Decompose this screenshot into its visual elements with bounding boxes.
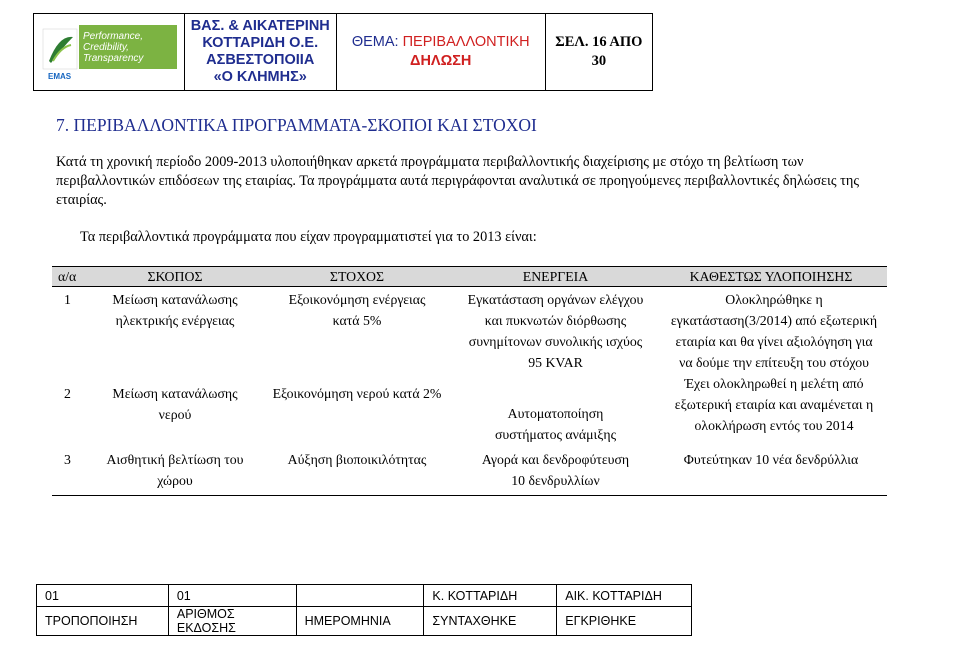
row-target: Εξοικονόμηση ενέργειας κατά 5% [288, 292, 426, 328]
row-target: Εξοικονόμηση νερού κατά 2% [272, 386, 442, 401]
header-target: ΣΤΟΧΟΣ [258, 267, 456, 287]
date-value [296, 585, 424, 607]
logo-cell [34, 14, 185, 91]
row-index: 1 [64, 292, 71, 307]
row-index: 2 [64, 386, 71, 401]
page-number-cell [545, 14, 652, 91]
table-row [52, 445, 887, 496]
subject-cell [336, 14, 545, 91]
table-header-row [52, 267, 887, 287]
logo-text-3: Transparency [82, 53, 144, 64]
row-status: Έχει ολοκληρωθεί η μελέτη από εξωτερική εταιρία και αναμένεται η ολοκλήρωση εντός του 2014 [674, 376, 874, 433]
logo-emas-text: EMAS [47, 72, 71, 81]
document-footer [36, 584, 692, 636]
row-target: Αύξηση βιοποικιλότητας [258, 445, 456, 496]
table-row [52, 373, 887, 445]
prepared-by-label: ΣΥΝΤΑΧΘΗΚΕ [424, 607, 557, 636]
table-row [52, 287, 887, 374]
row-status: Φυτεύτηκαν 10 νέα δενδρύλλια [655, 445, 887, 496]
document-header [33, 13, 653, 91]
page-total: 30 [591, 53, 607, 69]
approved-by-label: ΕΓΚΡΙΘΗΚΕ [557, 607, 692, 636]
issue-number-value: 01 [168, 585, 296, 607]
revision-label: ΤΡΟΠΟΠΟΙΗΣΗ [37, 607, 169, 636]
approved-by-value: ΑΙΚ. ΚΟΤΤΑΡΙΔΗ [557, 585, 692, 607]
subject-value-2: ΔΗΛΩΣΗ [410, 53, 472, 69]
company-line-3: ΑΣΒΕΣΤΟΠΟΙΙΑ [206, 52, 315, 68]
logo-text-1: Performance, [82, 31, 143, 42]
row-status: Ολοκληρώθηκε η εγκατάσταση(3/2014) από εξωτερική εταιρία και θα γίνει αξιολόγηση για να δούμε την επίτευξη του στόχου [670, 292, 878, 370]
programs-table [52, 266, 887, 496]
subject-label: ΘΕΜΑ: [351, 34, 403, 50]
row-action: Εγκατάσταση οργάνων ελέγχου και πυκνωτών διόρθωσης συνημίτονων συνολικής ισχύος 95 KVAR [467, 292, 644, 370]
section-paragraph: Κατά τη χρονική περίοδο 2009-2013 υλοποιήθηκαν αρκετά προγράμματα περιβαλλοντικής διαχείρισης με στόχο τη βελτίωση των περιβαλλοντικών επιδόσεων της εταιρίας. Τα προγράμματα αυτά περιγράφονται αναλυτικά σε προηγούμενες περιβαλλοντικές δηλώσεις της εταιρίας. [56, 154, 859, 208]
subject-value-1: ΠΕΡΙΒΑΛΛΟΝΤΙΚΗ [402, 34, 530, 50]
emas-logo-icon [39, 17, 179, 87]
row-index: 3 [52, 445, 92, 496]
emas-logo [39, 17, 179, 87]
issue-number-label: ΑΡΙΘΜΟΣ ΕΚΔΟΣΗΣ [168, 607, 296, 636]
company-line-1: ΒΑΣ. & ΑΙΚΑΤΕΡΙΝΗ [190, 18, 330, 34]
prepared-by-value: Κ. ΚΟΤΤΑΡΙΔΗ [424, 585, 557, 607]
company-name-cell [184, 14, 336, 91]
row-purpose: Μείωση κατανάλωσης νερού [112, 386, 238, 422]
date-label: ΗΜΕΡΟΜΗΝΙΑ [296, 607, 424, 636]
header-index: α/α [52, 267, 92, 287]
section-intro: Τα περιβαλλοντικά προγράμματα που είχαν προγραμματιστεί για το 2013 είναι: [80, 229, 537, 245]
footer-labels-row [37, 607, 692, 636]
logo-text-2: Credibility, [82, 42, 129, 53]
row-purpose: Μείωση κατανάλωσης ηλεκτρικής ενέργειας [112, 292, 238, 328]
row-action: Αγορά και δενδροφύτευση 10 δενδρυλλίων [456, 445, 655, 496]
company-line-4: «Ο ΚΛΗΜΗΣ» [213, 69, 307, 85]
page-label: ΣΕΛ. 16 ΑΠΟ [555, 34, 643, 50]
revision-value: 01 [37, 585, 169, 607]
footer-values-row [37, 585, 692, 607]
row-action: Αυτοματοποίηση συστήματος ανάμιξης [494, 406, 617, 442]
header-status: ΚΑΘΕΣΤΩΣ ΥΛΟΠΟΙΗΣΗΣ [655, 267, 887, 287]
header-action: ΕΝΕΡΓΕΙΑ [456, 267, 655, 287]
row-purpose: Αισθητική βελτίωση του χώρου [92, 445, 258, 496]
section-title: 7. ΠΕΡΙΒΑΛΛΟΝΤΙΚΑ ΠΡΟΓΡΑΜΜΑΤΑ-ΣΚΟΠΟΙ ΚΑΙ ΣΤΟΧΟΙ [56, 115, 537, 135]
header-purpose: ΣΚΟΠΟΣ [92, 267, 258, 287]
company-line-2: ΚΟΤΤΑΡΙΔΗ Ο.Ε. [202, 35, 319, 51]
